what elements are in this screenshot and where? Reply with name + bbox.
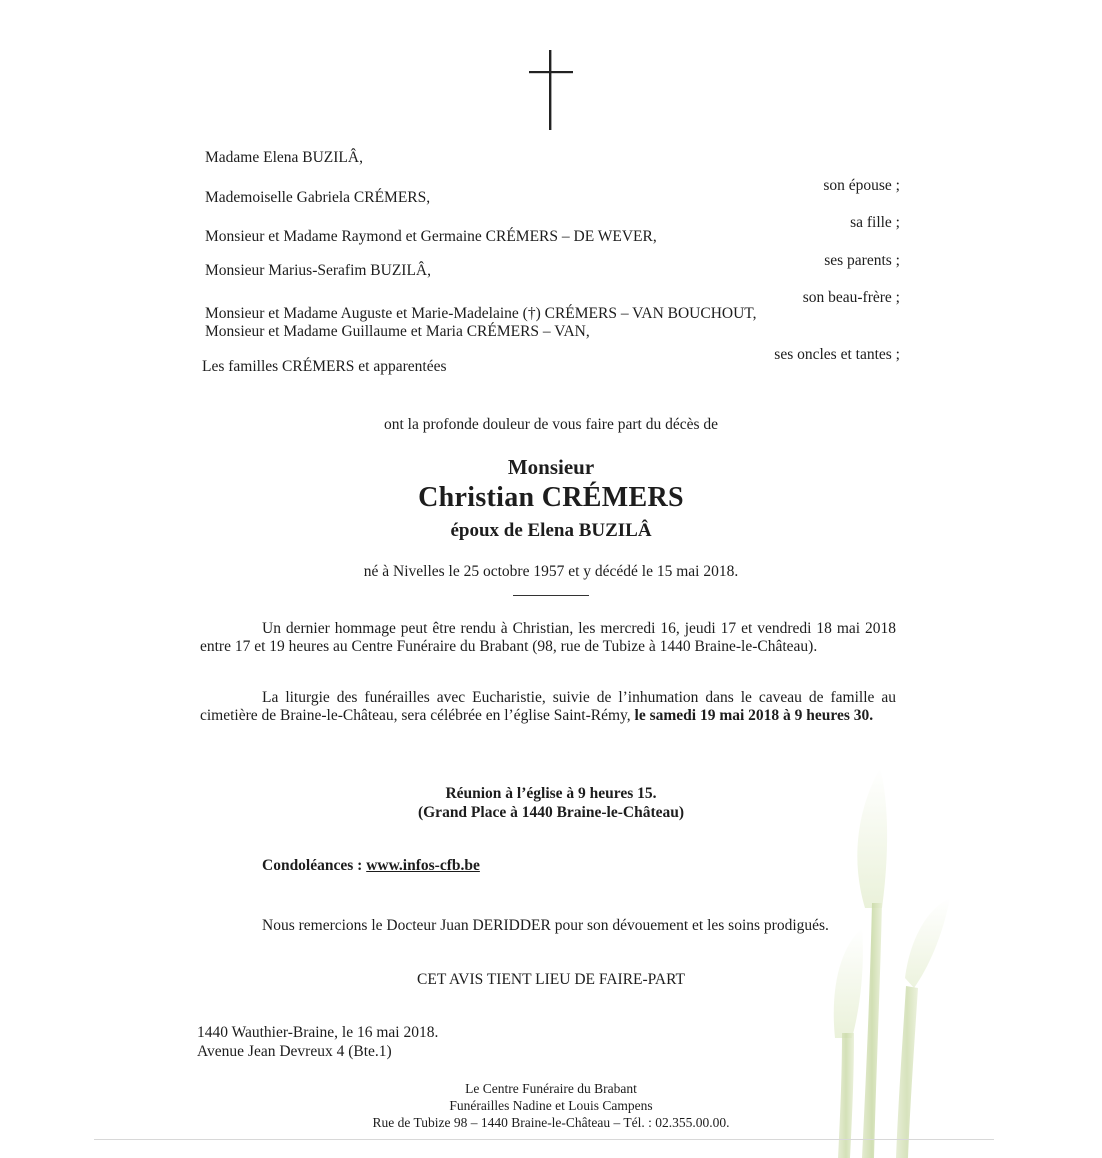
funeral-home-line2: Funérailles Nadine et Louis Campens <box>449 1098 653 1113</box>
condoleances-link[interactable]: www.infos-cfb.be <box>366 857 480 874</box>
relation-fille: sa fille ; <box>850 214 900 231</box>
announcement-text: ont la profonde douleur de vous faire part du décès de <box>384 416 718 433</box>
cross-icon <box>527 50 577 130</box>
hommage-paragraph <box>200 620 896 656</box>
relation-oncles-tantes: ses oncles et tantes ; <box>774 346 900 363</box>
hommage-text: Un dernier hommage peut être rendu à Christian, les mercredi 16, jeudi 17 et vendredi 18 mai 2018 entre 17 et 19 heures au Centre Funéraire du Brabant (98, rue de Tubize à 1440 Braine-le-Château). <box>200 620 896 655</box>
address-line-2: Avenue Jean Devreux 4 (Bte.1) <box>197 1043 392 1060</box>
family-member-1: Madame Elena BUZILÂ, <box>205 149 363 166</box>
liturgie-paragraph <box>200 689 896 725</box>
condoleances <box>262 857 480 875</box>
scan-edge-line <box>94 1139 994 1140</box>
relation-epouse: son épouse ; <box>823 177 900 194</box>
reunion-place: (Grand Place à 1440 Braine-le-Château) <box>417 804 685 821</box>
remerciements: Nous remercions le Docteur Juan DERIDDER pour son dévouement et les soins prodigués. <box>262 917 829 934</box>
separator-rule <box>513 595 589 596</box>
reunion-line: Réunion à l’église à 9 heures 15. <box>445 785 657 802</box>
deceased-name: Christian CRÉMERS <box>418 482 684 513</box>
relation-parents: ses parents ; <box>824 252 900 269</box>
honorific: Monsieur <box>507 455 595 479</box>
birth-death-line: né à Nivelles le 25 octobre 1957 et y décédé le 15 mai 2018. <box>363 563 739 580</box>
funeral-home-name: Le Centre Funéraire du Brabant <box>465 1081 637 1096</box>
liturgie-date: le samedi 19 mai 2018 à 9 heures 30. <box>634 707 874 724</box>
family-member-6: Monsieur et Madame Guillaume et Maria CRÉMERS – VAN, <box>205 323 590 340</box>
spouse-line: époux de Elena BUZILÂ <box>450 520 652 541</box>
family-member-2: Mademoiselle Gabriela CRÉMERS, <box>205 189 431 206</box>
relation-beau-frere: son beau-frère ; <box>802 289 900 306</box>
family-member-5: Monsieur et Madame Auguste et Marie-Madelaine (†) CRÉMERS – VAN BOUCHOUT, <box>205 305 757 322</box>
family-member-7: Les familles CRÉMERS et apparentées <box>202 358 447 375</box>
funeral-home-contact: Rue de Tubize 98 – 1440 Braine-le-Château – Tél. : 02.355.00.00. <box>372 1115 730 1130</box>
family-member-4: Monsieur Marius-Serafim BUZILÂ, <box>205 262 431 279</box>
condoleances-label: Condoléances : <box>262 857 363 874</box>
liturgie-text: La liturgie des funérailles avec Eucharistie, suivie de l’inhumation dans le caveau de famille au cimetière de Braine-le-Château, sera célébrée en l’église Saint-Rémy, <box>200 689 896 724</box>
address-line-1: 1440 Wauthier-Braine, le 16 mai 2018. <box>197 1024 439 1041</box>
family-member-3: Monsieur et Madame Raymond et Germaine CRÉMERS – DE WEVER, <box>205 228 657 245</box>
avis-line: CET AVIS TIENT LIEU DE FAIRE-PART <box>417 971 685 988</box>
